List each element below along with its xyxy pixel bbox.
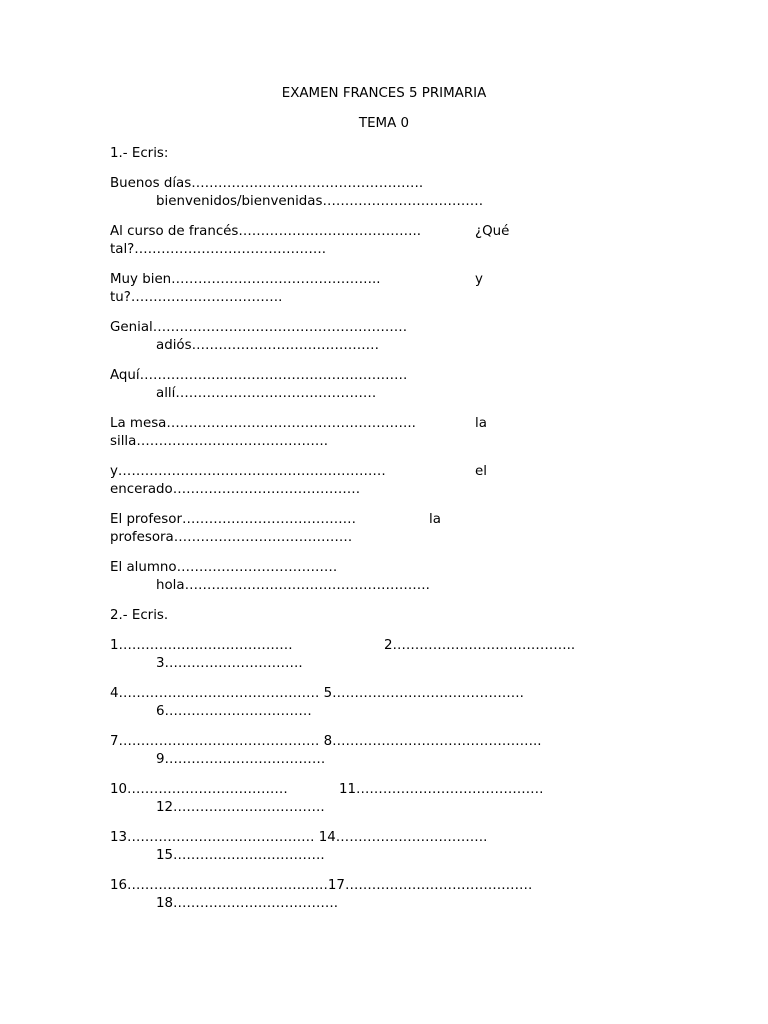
exercise-line: El profesor………………………………… [110, 512, 357, 527]
exercise-line: la [475, 416, 487, 431]
number-line: 11…………………………………… [339, 782, 544, 797]
exercise-line: profesora…………………………………. [110, 530, 353, 545]
exercise-line: encerado…………………………………… [110, 482, 361, 497]
exercise-line: la [429, 512, 441, 527]
exercise-line: y [475, 272, 483, 287]
number-line: 4……………………………………… 5……………………………………. [110, 686, 524, 701]
number-line: 6…………………………… [156, 704, 312, 719]
section-1-heading: 1.- Ecris: [110, 146, 169, 161]
exercise-line: hola………………………………………………. [156, 578, 430, 593]
number-line: 7……………………………………… 8……………………………………….. [110, 734, 542, 749]
exam-subtitle: TEMA 0 [358, 116, 410, 131]
exercise-line: tal?……………………………………. [110, 242, 327, 257]
exercise-line: El alumno……………………………… [110, 560, 338, 575]
number-line: 18………………………………. [156, 896, 338, 911]
exercise-line: La mesa……………………………………………….. [110, 416, 416, 431]
exercise-line: Buenos días……………………………………………. [110, 176, 424, 191]
number-line: 10……………………………… [110, 782, 288, 797]
exercise-line: adiós…………………………………… [156, 338, 380, 353]
number-line: 12……………………………. [156, 800, 325, 815]
number-line: 2………………………………….. [384, 638, 576, 653]
exercise-line: allí……………………………………… [156, 386, 377, 401]
exercise-line: tu?……………………………. [110, 290, 283, 305]
exercise-line: y…………………………………………………… [110, 464, 386, 479]
number-line: 15……………………………. [156, 848, 325, 863]
number-line: 13…………………………………… 14……………………………. [110, 830, 488, 845]
exercise-line: Al curso de francés………………………………….. [110, 224, 421, 239]
exercise-line: Muy bien……………………………………….. [110, 272, 381, 287]
number-line: 9……………………………… [156, 752, 326, 767]
section-2-heading: 2.- Ecris. [110, 608, 169, 623]
number-line: 1………………………………… [110, 638, 293, 653]
exercise-line: el [475, 464, 487, 479]
exam-title: EXAMEN FRANCES 5 PRIMARIA [281, 86, 487, 101]
exercise-line: Genial………………………………………………… [110, 320, 408, 335]
number-line: 16………………………………………17…………………………………… [110, 878, 533, 893]
number-line: 3…………………………. [156, 656, 303, 671]
exercise-line: Aquí…………………………………………………… [110, 368, 408, 383]
exercise-line: silla……………………………………. [110, 434, 329, 449]
exercise-line: bienvenidos/bienvenidas……………………………… [156, 194, 484, 209]
exercise-line: ¿Qué [475, 224, 510, 239]
